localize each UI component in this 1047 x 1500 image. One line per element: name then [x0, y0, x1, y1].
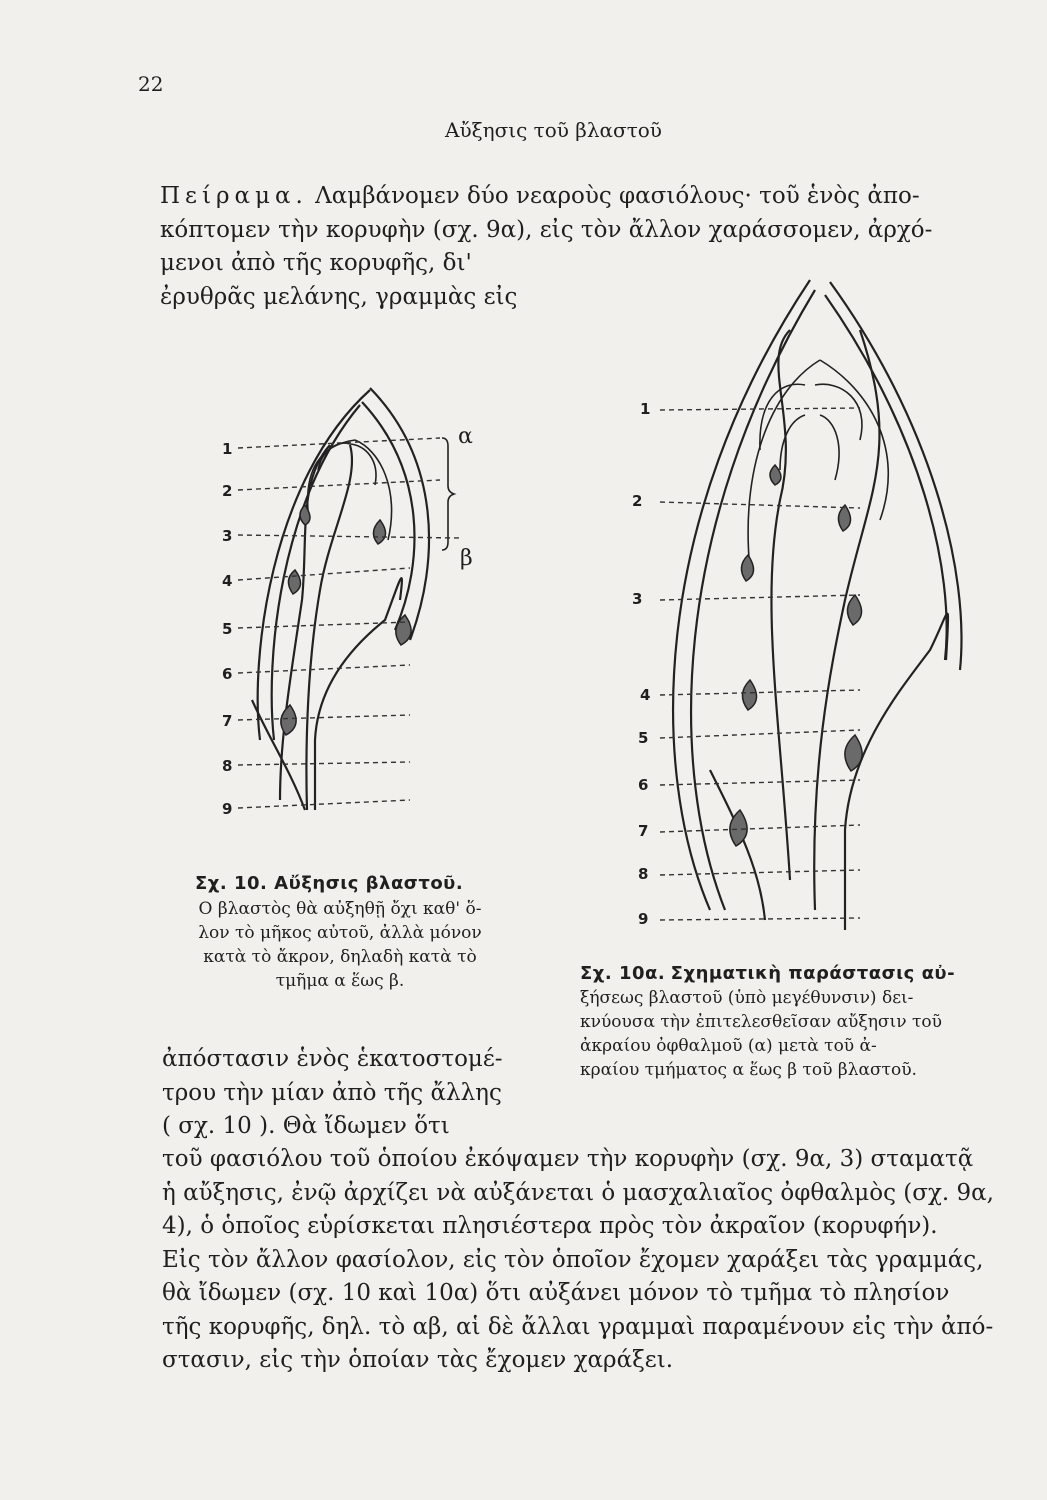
paragraph-line: ( σχ. 10 ). Θὰ ἴδωμεν ὅτι [162, 1113, 450, 1139]
tick-label: 8 [222, 757, 233, 775]
caption-line: κνύουσα τὴν ἐπιτελεσθεῖσαν αὔξησιν τοῦ [580, 1012, 942, 1032]
paragraph-line: ἐρυθρᾶς μελάνης, γραμμὰς εἰς [160, 283, 518, 310]
caption-line: ξήσεως βλαστοῦ (ὑπὸ μεγέθυνσιν) δει- [580, 988, 914, 1008]
paragraph-line: ἀπόστασιν ἑνὸς ἑκατοστομέ- [162, 1046, 503, 1072]
tick-label: 5 [222, 620, 233, 638]
tick-label: 4 [222, 572, 233, 590]
figure-10a-drawing [630, 270, 990, 940]
paragraph-line: ἡ αὔξησις, ἐνῷ ἀρχίζει νὰ αὐξάνεται ὁ μασχαλιαῖος ὀφθαλμὸς (σχ. 9α, [162, 1179, 994, 1206]
caption-title-text: Σχ. 10. Αὔξησις βλαστοῦ. [195, 873, 464, 894]
tick-label: 9 [638, 910, 649, 928]
tick-label: 8 [638, 865, 649, 883]
paragraph-conclusion [162, 1143, 994, 1378]
caption-line: λον τὸ μῆκος αὐτοῦ, ἀλλὰ μόνον [198, 923, 482, 943]
tick-label: 6 [638, 776, 649, 794]
section-heading: Αὔξησις τοῦ βλαστοῦ [445, 118, 662, 142]
tick-label: 9 [222, 800, 233, 818]
figure-10-drawing [210, 360, 490, 830]
paragraph-continued [162, 1043, 503, 1144]
caption-line: τμῆμα α ἕως β. [275, 971, 405, 991]
caption-line: Ο βλαστὸς θὰ αὐξηθῇ ὄχι καθ' ὅ- [198, 899, 482, 919]
tick-label: 2 [632, 492, 643, 510]
tick-label: 2 [222, 482, 233, 500]
tick-label: 7 [222, 712, 233, 730]
tick-label: 3 [222, 527, 233, 545]
figure-10-caption-title [195, 872, 463, 896]
figure-10a-caption [580, 962, 1010, 1082]
paragraph-line: τῆς κορυφῆς, δηλ. τὸ αβ, αἱ δὲ ἄλλαι γραμμαὶ παραμένουν εἰς τὴν ἀπό- [162, 1313, 994, 1340]
figure-10-caption [160, 897, 520, 993]
paragraph-line: Εἰς τὸν ἄλλον φασίολον, εἰς τὸν ὁποῖον ἔχομεν χαράξει τὰς γραμμάς, [162, 1246, 984, 1273]
label-beta: β [460, 546, 473, 571]
paragraph-line: τρου τὴν μίαν ἀπὸ τῆς ἄλλης [162, 1079, 502, 1106]
paragraph-line: θὰ ἴδωμεν (σχ. 10 καὶ 10α) ὅτι αὐξάνει μόνον τὸ τμῆμα τὸ πλησίον [162, 1280, 950, 1306]
caption-title-text: Σχ. 10α. [580, 963, 666, 984]
caption-line: κραίου τμήματος α ἕως β τοῦ βλαστοῦ. [580, 1060, 917, 1080]
paragraph-line: Λαμβάνομεν δύο νεαροὺς φασιόλους· τοῦ ἑνὸς ἀπο- [307, 183, 920, 209]
caption-title-rest: Σχηματικὴ παράστασις αὐ- [670, 963, 956, 984]
paragraph-line: κόπτομεν τὴν κορυφὴν (σχ. 9α), εἰς τὸν ἄλλον χαράσσομεν, ἀρχό- [160, 216, 933, 243]
caption-line: κατὰ τὸ ἄκρον, δηλαδὴ κατὰ τὸ [203, 947, 477, 967]
tick-label: 7 [638, 822, 649, 840]
paragraph-line: 4), ὁ ὁποῖος εὑρίσκεται πλησιέστερα πρὸς τὸν ἀκραῖον (κορυφήν). [162, 1213, 938, 1239]
tick-label: 6 [222, 665, 233, 683]
tick-label: 3 [632, 590, 643, 608]
tick-label: 1 [222, 440, 233, 458]
tick-label: 5 [638, 729, 649, 747]
page-number: 22 [138, 72, 164, 96]
paragraph-line: στασιν, εἰς τὴν ὁποίαν τὰς ἔχομεν χαράξει. [162, 1347, 674, 1373]
paragraph-line: μενοι ἀπὸ τῆς κορυφῆς, δι' [160, 250, 472, 276]
tick-label: 1 [640, 400, 651, 418]
tick-label: 4 [640, 686, 651, 704]
paragraph-line: τοῦ φασιόλου τοῦ ὁποίου ἐκόψαμεν τὴν κορυφὴν (σχ. 9α, 3) σταματᾷ [162, 1146, 974, 1172]
caption-line: ἀκραίου ὀφθαλμοῦ (α) μετὰ τοῦ ἀ- [580, 1036, 877, 1056]
label-alpha: α [458, 424, 473, 449]
experiment-lead: Πείραμα. [160, 183, 308, 209]
